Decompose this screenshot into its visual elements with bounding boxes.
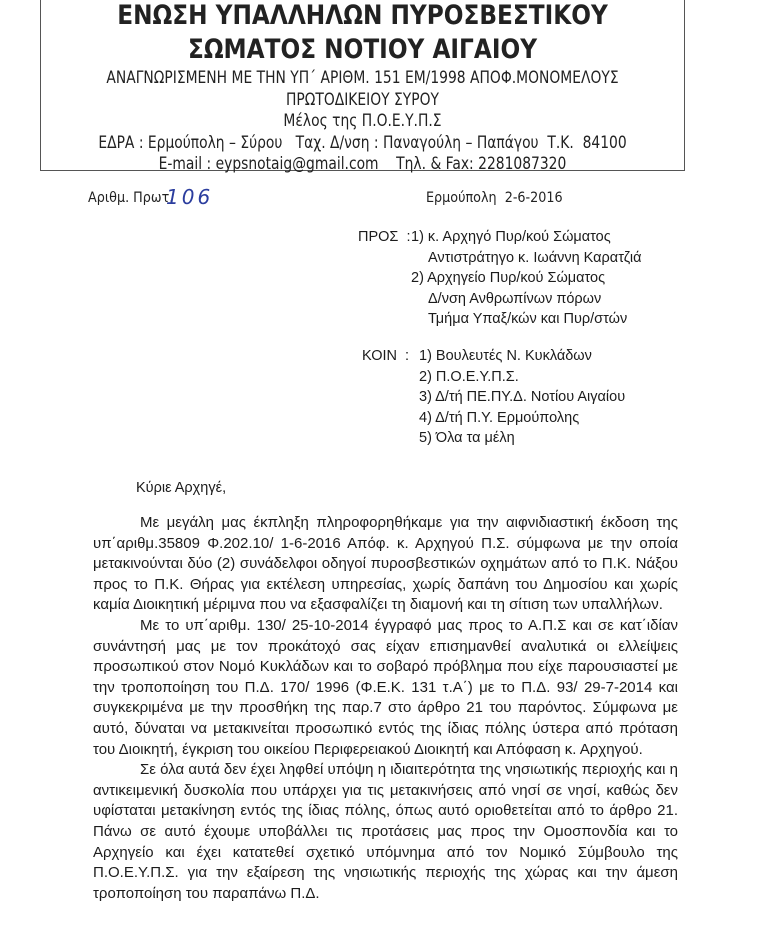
recognition-line2: ΠΡΩΤΟΔΙΚΕΙΟΥ ΣΥΡΟΥ (285, 89, 439, 109)
to-item: Δ/νση Ανθρωπίνων πόρων (428, 290, 602, 307)
union-name-line2: ΣΩΜΑΤΟΣ ΝΟΤΙΟΥ ΑΙΓΑΙΟΥ (187, 34, 538, 65)
contact-line: E-mail : eypsnotaig@gmail.com Τηλ. & Fax: 2281087320 (158, 154, 567, 173)
to-item: Τμήμα Υπαξ/κών και Πυρ/στών (428, 311, 628, 327)
cc-list (419, 346, 625, 449)
cc-item: 4) Δ/τή Π.Υ. Ερμούπολης (419, 409, 580, 426)
to-item: Αντιστράτηγο κ. Ιωάννη Καρατζιά (428, 249, 642, 266)
place-date (426, 189, 581, 207)
recognition-line1: ΑΝΑΓΝΩΡΙΣΜΕΝΗ ΜΕ ΤΗΝ ΥΠ΄ ΑΡΙΘΜ. 151 ΕΜ/1998 ΑΠΟΦ.ΜΟΝΟΜΕΛΟΥΣ (106, 68, 619, 87)
to-label: ΠΡΟΣ : (358, 229, 411, 245)
cc-item: 3) Δ/τή ΠΕ.ΠΥ.Δ. Νοτίου Αιγαίου (419, 389, 626, 405)
membership-line: Μέλος της Π.Ο.Ε.Υ.Π.Σ (283, 111, 442, 130)
to-list (411, 227, 642, 330)
body-paragraph: Με μεγάλη μας έκπληξη πληροφορηθήκαμε για την αιφνιδιαστική έκδοση της υπ΄αριθμ.35809 Φ.202.10/ 1-6-2016 Απόφ. κ. Αρχηγού Π.Σ. σύμφωνα με την οποία μετακινούνται δύο (2) συνάδελφοι οδηγοί πυροσβεστικών οχημάτων από το Π.Κ. Νάξου προς το Π.Κ. Θήρας για εκτέλεση υπηρεσίας, χωρίς δαπάνη του Δημοσίου και χωρίς καμία Διοικητική μέριμνα που να εξασφαλίζει τη διαμονή και τη σίτιση των υπαλλήλων. (93, 514, 678, 614)
cc-item: 2) Π.Ο.Ε.Υ.Π.Σ. (419, 368, 519, 385)
address-line: ΕΔΡΑ : Ερμούπολη – Σύρου Ταχ. Δ/νση : Παναγούλη – Παπάγου Τ.Κ. 84100 (98, 132, 627, 152)
union-name-line1: ΕΝΩΣΗ ΥΠΑΛΛΗΛΩΝ ΠΥΡΟΣΒΕΣΤΙΚΟΥ (117, 0, 608, 31)
body-paragraph: Με το υπ΄αριθμ. 130/ 25-10-2014 έγγραφό μας προς το Α.Π.Σ και σε κατ΄ιδίαν συνάντησή μας με τον προκάτοχό σας είχαν επισημανθεί αναλυτικά οι ελλείψεις προσωπικού στον Νομό Κυκλάδων και το σοβαρό πρόβλημα που είχε παρουσιαστεί με την τροποποίηση του Π.Δ. 170/ 1996 (Φ.Ε.Κ. 131 τ.Α΄) με το Π.Δ. 93/ 29-7-2014 και συγκεκριμένα με την προσθήκη της παρ.7 στο άρθρο 21 του παρόντος. Σύμφωνα με αυτό, δύναται να μετακινείται προσωπικό εντός της ίδιας πόλης ύστερα από πρόταση του Διοικητή, έγκριση του οικείου Περιφερειακού Διοικητή και Απόφαση κ. Αρχηγού. (93, 616, 678, 758)
cc-label: ΚΟΙΝ : (362, 348, 410, 364)
body-paragraph: Σε όλα αυτά δεν έχει ληφθεί υπόψη η ιδιαιτερότητα της νησιωτικής περιοχής και η αντικειμενική δυσκολία που υπάρχει για τις μετακινήσεις από νησί σε νησί, καθώς δεν υφίσταται μετακίνηση εντός της ίδιας πόλης, όπως αυτό οριοθετείται από το άρθρο 21. Πάνω σε αυτό έχουμε υποβάλλει τις προτάσεις μας προς την Ομοσπονδία και το Αρχηγείο και έχει κατατεθεί σχετικό υπόμνημα από τον Νομικό Σύμβουλο της Π.Ο.Ε.Υ.Π.Σ. για την εξαίρεση της νησιωτικής περιοχής της χώρας και την άμεση τροποποίηση του παραπάνω Π.Δ. (93, 761, 678, 902)
cc-item: 1) Βουλευτές Ν. Κυκλάδων (419, 348, 592, 364)
letterhead (40, 0, 685, 171)
cc-item: 5) Όλα τα μέλη (419, 430, 515, 446)
to-item: 1) κ. Αρχηγό Πυρ/κού Σώματος (411, 229, 611, 245)
protocol-number: 106 (166, 185, 214, 209)
to-item: 2) Αρχηγείο Πυρ/κού Σώματος (411, 270, 606, 286)
salutation: Κύριε Αρχηγέ, (136, 480, 227, 496)
place-date-text: Ερμούπολη 2-6-2016 (426, 190, 563, 206)
protocol-label: Αριθμ. Πρωτ. (88, 190, 174, 206)
letter-body (93, 513, 678, 904)
